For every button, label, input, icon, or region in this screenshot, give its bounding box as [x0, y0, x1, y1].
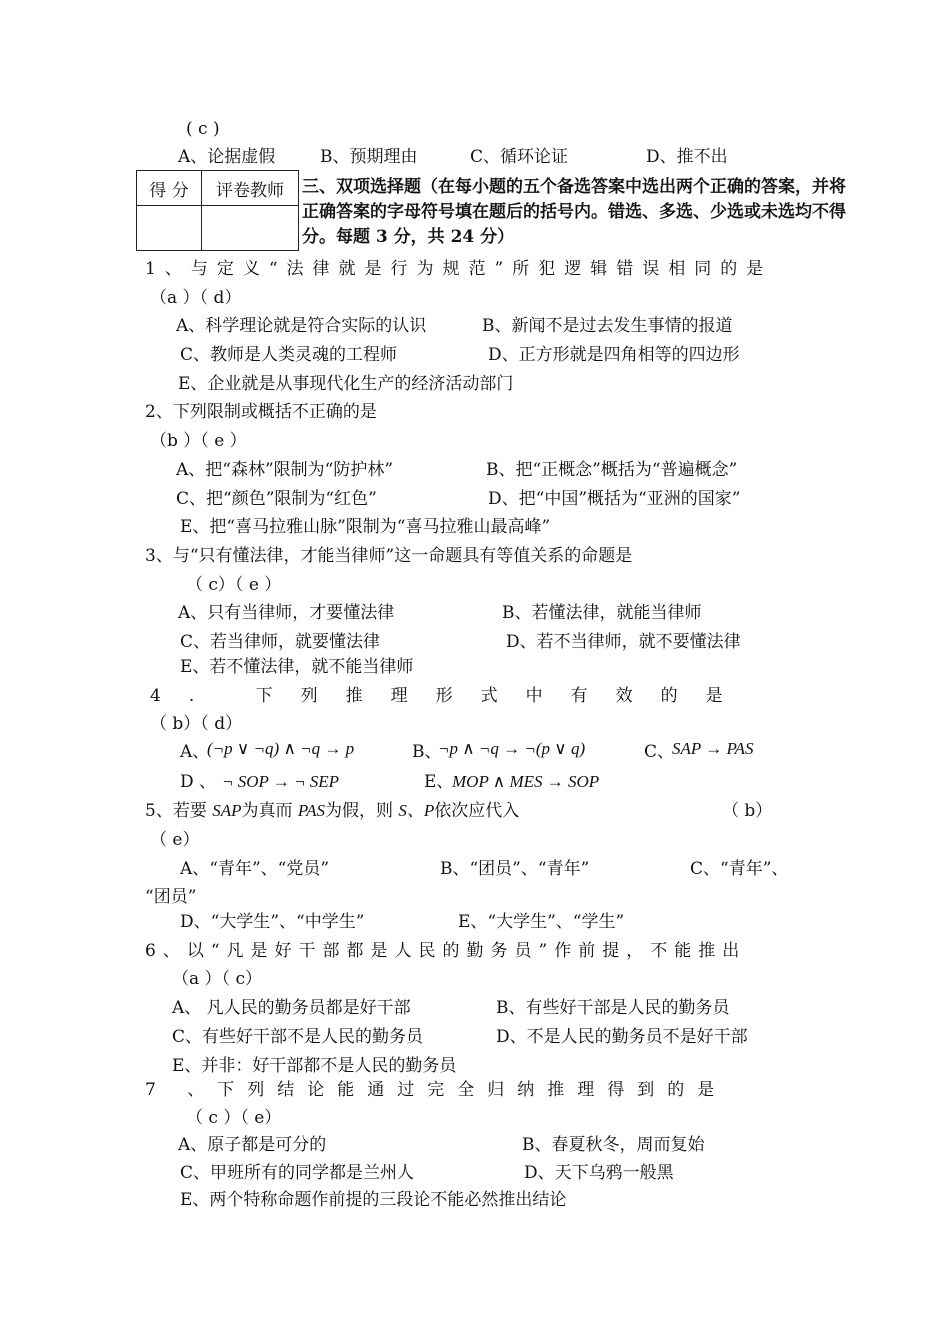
q7-option-e: E、两个特称命题作前提的三段论不能必然推出结论	[180, 1190, 567, 1210]
q5-stem-mid2: 为假，则	[325, 801, 399, 821]
q5-option-c: C、“青年”、	[690, 859, 789, 879]
q5-stem-pre: 5、若要	[145, 801, 213, 821]
q1-option-d: D、正方形就是四角相等的四边形	[488, 345, 740, 365]
q4-option-c: SAP → PAS	[672, 739, 754, 758]
q2-stem: 2、下列限制或概括不正确的是	[145, 402, 377, 422]
score-table	[136, 170, 299, 251]
q7-option-b: B、春夏秋冬，周而复始	[522, 1135, 705, 1155]
q5-option-c-cont: “团员”	[145, 887, 197, 907]
q6-option-b: B、有些好干部是人民的勤务员	[496, 998, 730, 1018]
prev-option-c: C、循环论证	[470, 147, 569, 167]
q4-option-d-label: D 、	[180, 772, 217, 792]
q5-option-b: B、“团员”、“青年”	[440, 859, 590, 879]
prev-option-a: A、论据虚假	[178, 147, 276, 167]
q7-option-d: D、天下乌鸦一般黑	[524, 1163, 674, 1183]
q4-option-b-label: B、	[412, 742, 442, 762]
q4-stem: 4. 下列推理形式中有效的是	[150, 686, 751, 706]
q5-option-a: A、“青年”、“党员”	[180, 859, 330, 879]
prev-option-b: B、预期理由	[320, 147, 418, 167]
q3-option-c: C、若当律师，就要懂法律	[180, 632, 381, 652]
prev-answer: ( c )	[186, 119, 220, 139]
q4-option-a-label: A、	[180, 742, 210, 762]
q4-option-b: ¬p ∧ ¬q → ¬(p ∨ q)	[438, 739, 586, 758]
q3-option-b: B、若懂法律，就能当律师	[502, 603, 702, 623]
q5-answer-1: （ b）	[722, 801, 773, 821]
q4-option-e: MOP ∧ MES → SOP	[452, 772, 600, 791]
q5-answer-2: （ e）	[150, 830, 200, 850]
section-title: 三、双项选择题（在每小题的五个备选答案中选出两个正确的答案，并将正确答案的字母符号填在题后的括号内。错选、多选、少选或未选均不得分。每题 3 分，共 24 分）	[302, 177, 846, 247]
q1-option-b: B、新闻不是过去发生事情的报道	[482, 316, 733, 336]
q1-option-c: C、教师是人类灵魂的工程师	[180, 345, 398, 365]
q7-stem: 7 、下列结论能通过完全归纳推理得到的是	[145, 1080, 728, 1100]
q1-option-e: E、企业就是从事现代化生产的经济活动部门	[178, 374, 514, 394]
q4-option-a: (¬p ∨ ¬q) ∧ ¬q → p	[207, 739, 355, 758]
q5-option-e: E、“大学生”、“学生”	[458, 912, 625, 932]
q6-option-d: D、不是人民的勤务员不是好干部	[496, 1027, 748, 1047]
q6-option-c: C、有些好干部不是人民的勤务员	[172, 1027, 424, 1047]
q5-stem-sp: S、P	[398, 801, 435, 820]
prev-option-d: D、推不出	[646, 147, 728, 167]
q5-option-d: D、“大学生”、“中学生”	[180, 912, 365, 932]
q2-option-a: A、把“森林”限制为“防护林”	[176, 460, 394, 480]
q1-answer: （a ）（ d）	[150, 288, 242, 308]
score-header: 得 分	[137, 171, 202, 206]
q7-option-a: A、原子都是可分的	[178, 1135, 327, 1155]
q5-stem	[145, 800, 519, 822]
q3-stem: 3、与“只有懂法律，才能当律师”这一命题具有等值关系的命题是	[145, 546, 633, 566]
q4-answer: （ b）（ d）	[150, 714, 243, 734]
q3-option-a: A、只有当律师，才要懂法律	[178, 603, 395, 623]
q7-option-c: C、甲班所有的同学都是兰州人	[180, 1163, 415, 1183]
q6-answer: （a ）（ c）	[172, 969, 262, 989]
q5-stem-post: 依次应代入	[434, 801, 520, 821]
score-cell	[137, 206, 202, 251]
q1-stem: 1、与定义“法律就是行为规范”所犯逻辑错误相同的是	[145, 259, 773, 279]
q1-option-a: A、科学理论就是符合实际的认识	[176, 316, 427, 336]
q6-option-e: E、并非：好干部都不是人民的勤务员	[172, 1056, 457, 1076]
teacher-cell	[202, 206, 299, 251]
q5-stem-pas: PAS	[297, 801, 325, 820]
q3-answer: （ c）（ e ）	[186, 575, 282, 595]
q2-answer: （b ）（ e ）	[150, 431, 247, 451]
q3-option-d: D、若不当律师，就不要懂法律	[506, 632, 741, 652]
q5-stem-mid: 为真而	[241, 801, 298, 821]
q6-option-a: A、 凡人民的勤务员都是好干部	[172, 998, 411, 1018]
q6-stem: 6、以“凡是好干部都是人民的勤务员”作前提，不能推出	[145, 941, 747, 961]
q3-option-e: E、若不懂法律，就不能当律师	[180, 657, 414, 677]
q4-option-d: ¬ SOP → ¬ SEP	[222, 772, 340, 791]
q2-option-e: E、把“喜马拉雅山脉”限制为“喜马拉雅山最高峰”	[180, 517, 551, 537]
teacher-header: 评卷教师	[202, 171, 299, 206]
q2-option-b: B、把“正概念”概括为“普遍概念”	[486, 460, 738, 480]
q2-option-c: C、把“颜色”限制为“红色”	[176, 489, 377, 509]
q5-stem-sap: SAP	[212, 801, 242, 820]
q4-option-c-label: C、	[644, 742, 675, 762]
q4-option-e-label: E、	[424, 772, 454, 792]
q7-answer: （ c ）（ e）	[186, 1108, 282, 1128]
q2-option-d: D、把“中国”概括为“亚洲的国家”	[488, 489, 741, 509]
